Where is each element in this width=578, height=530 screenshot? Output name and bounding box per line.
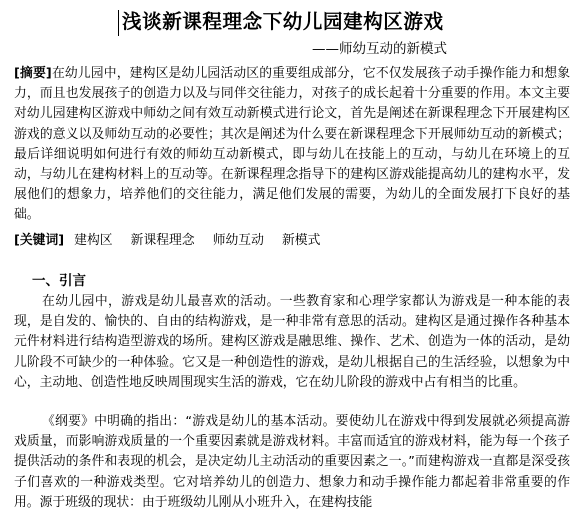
keywords-label: [关键词]	[14, 233, 65, 248]
abstract-text: 在幼儿园中，建构区是幼儿园活动区的重要组成部分，它不仅发展孩子动手操作能力和想象力，而且也发展孩子的创造力以及与同伴交往能力，对孩子的成长起着十分重要的作用。本文主要对幼儿园建构区游戏中师幼之间有效互动新模式进行论文，首先是阐述在新课程理念下开展建构区游戏的意义以及师幼互动的必要性；其次是阐述为什么要在新课程理念下开展师幼互动的新模式；最后详细说明如何进行有效的师幼互动新模式，即与幼儿在技能上的互动，与幼儿在环境上的互动，与幼儿在建构材料上的互动等。在新课程理念指导下的建构区游戏能提高幼儿的建构水平，发展他们的想象力，培养他们的交往能力，满足他们发展的需要，为幼儿的全面发展打下良好的基础。	[14, 66, 571, 223]
keyword-item: 新课程理念	[130, 233, 195, 248]
text-cursor	[118, 10, 119, 36]
keyword-item: 建构区	[74, 233, 113, 248]
abstract-paragraph	[14, 64, 570, 226]
keyword-item: 师幼互动	[212, 233, 264, 248]
keyword-item: 新模式	[281, 233, 321, 248]
body-paragraph: 《纲要》中明确的指出：“游戏是幼儿的基本活动。要使幼儿在游戏中得到发展就必须提高游戏质量，而影响游戏质量的一个重要因素就是游戏材料。丰富而适宜的游戏材料，能为每一个孩子提供活动的条件和表现的机会，是决定幼儿主动活动的重要因素之一。”而建构游戏一直都是深受孩子们喜欢的一种游戏类型。它对培养幼儿的创造力、想象力和动手操作能力都起着非常重要的作用。源于班级的现状：由于班级幼儿刚从小班升入，在建构技能	[14, 414, 570, 510]
abstract-label: [摘要]	[14, 66, 52, 81]
document-subtitle: ——师幼互动的新模式	[312, 41, 447, 57]
keywords-row	[14, 232, 320, 250]
section-heading: 一、引言	[32, 273, 86, 289]
document-title: 浅谈新课程理念下幼儿园建构区游戏	[122, 10, 444, 33]
body-paragraph: 在幼儿园中，游戏是幼儿最喜欢的活动。一些教育家和心理学家都认为游戏是一种本能的表现，是自发的、愉快的、自由的结构游戏，是一种非常有意思的活动。建构区是通过操作各种基本元件材料进行结构造型游戏的场所。建构区游戏是融思维、操作、艺术、创造为一体的活动，是幼儿阶段不可缺少的一种体验。它又是一种创造性的游戏，是幼儿根据自己的生活经验，以想象为中心，主动地、创造性地反映周围现实生活的游戏，它在幼儿阶段的游戏中占有相当的比重。	[14, 294, 570, 390]
